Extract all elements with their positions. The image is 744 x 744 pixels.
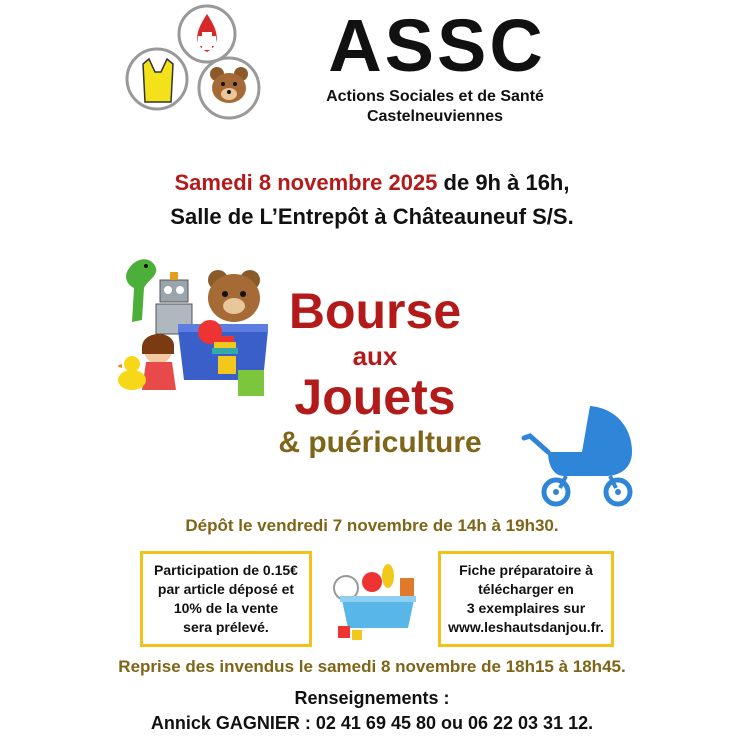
title-jouets: Jouets (294, 369, 456, 425)
event-place: Salle de L’Entrepôt à Châteauneuf S/S. (170, 204, 574, 229)
fiche-box (438, 551, 614, 647)
contact-info: Annick GAGNIER : 02 41 69 45 80 ou 06 22 03 31 12. (150, 713, 594, 733)
fiche-line: Fiche préparatoire à (459, 562, 593, 578)
renseignements-label: Renseignements : (294, 688, 450, 708)
event-date-line (0, 170, 744, 196)
participation-box (140, 551, 312, 647)
participation-line: par article déposé et (157, 581, 295, 597)
title-bourse: Bourse (288, 283, 462, 339)
fiche-url[interactable]: www.leshautsdanjou.fr. (448, 619, 604, 635)
toy-box-icon (324, 562, 424, 644)
title-puericulture: & puériculture (278, 426, 482, 459)
fiche-line: 3 exemplaires sur (466, 600, 586, 616)
org-acronym: ASSC (328, 4, 546, 87)
reprise-info: Reprise des invendus le samedi 8 novembre de 18h15 à 18h45. (118, 657, 626, 676)
title-aux: aux (352, 341, 398, 371)
depot-info: Dépôt le vendredi 7 novembre de 14h à 19h30. (185, 516, 559, 535)
stroller-icon (520, 398, 640, 508)
participation-line: Participation de 0.15€ (154, 562, 298, 578)
org-name-line1: Actions Sociales et de Santé (326, 88, 544, 105)
toys-pile-icon (118, 250, 283, 405)
participation-line: 10% de la vente (173, 600, 279, 616)
event-time: de 9h à 16h, (437, 170, 570, 195)
org-name-line2: Castelneuviennes (366, 108, 504, 125)
logo-circles-icon (125, 4, 275, 124)
event-date: Samedi 8 novembre 2025 (174, 170, 438, 195)
participation-line: sera prélevé. (183, 619, 269, 635)
fiche-line: télécharger en (478, 581, 574, 597)
